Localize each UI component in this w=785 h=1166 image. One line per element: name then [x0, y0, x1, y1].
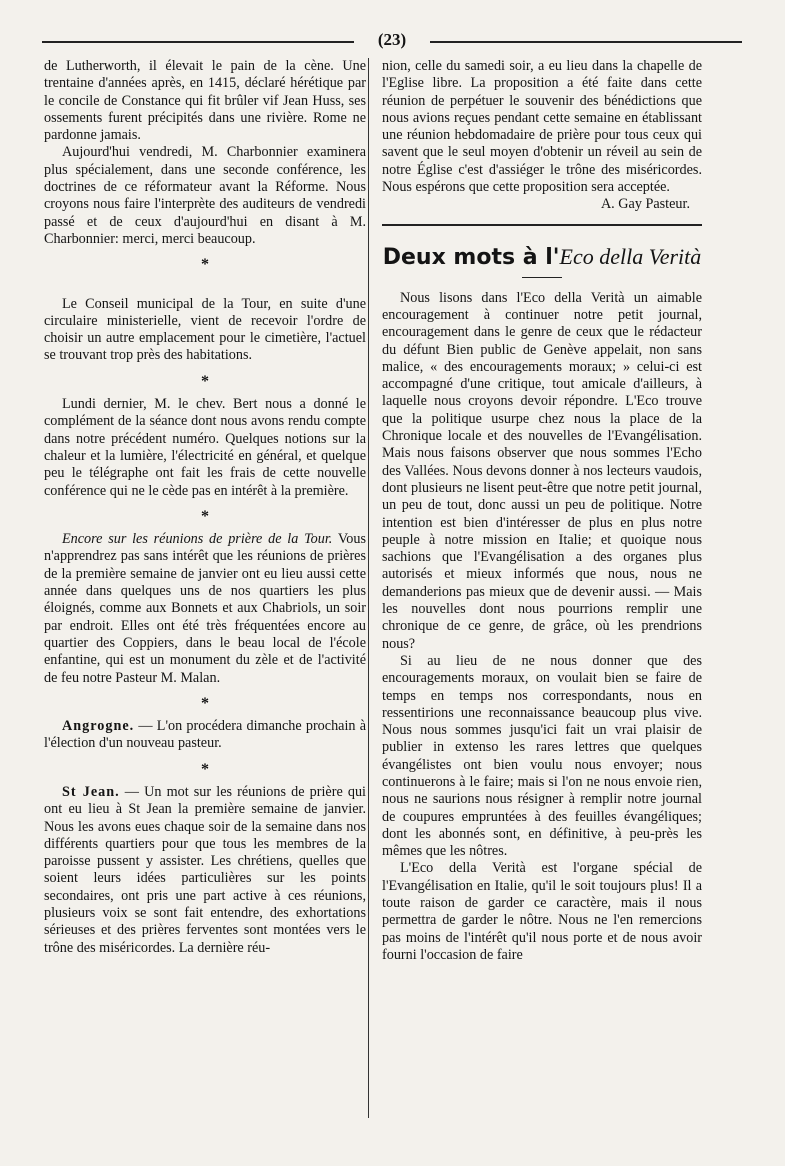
right-column: [382, 58, 702, 964]
st-jean-heading: St Jean.: [62, 783, 120, 800]
paragraph-charbonnier: Aujourd'hui vendredi, M. Charbonnier examinera plus spécialement, dans une seconde conférence, les doctrines de ce réformateur avant la Réforme. Nous croyons nous faire l'interprète des auditeurs de vendredi passé et de ceux d'aujourd'hui en disant à M. Charbonnier: merci, merci beaucoup.: [44, 144, 366, 247]
reunions-body: Vous n'apprendrez pas sans intérêt que les réunions de prières de la première semaine de janvier ont eu lieu aussi cette année dans quelques uns de nos quartiers les plus éloignés, comme aux Bonnets et aux Chabriols, un soir par endroit. Elles ont été très fréquentées encore au quartier des Coppiers, dans le beau local de l'école enfantine, qui est un monument du zèle et de l'activité de feu notre Pasteur M. Malan.: [44, 531, 366, 686]
page-header: [42, 28, 742, 54]
title-plain: Deux mots à l': [382, 244, 560, 270]
section-separator: *: [201, 372, 209, 390]
title-italic: Eco della Verità: [559, 243, 702, 269]
header-rule-left: [42, 41, 354, 43]
paragraph-conseil-municipal: Le Conseil municipal de la Tour, en suite d'une circulaire ministerielle, vient de recevoir l'ordre de choisir un autre emplacement pour le cimetière, l'actuel se trouvant trop près des habitations.: [44, 295, 366, 364]
paragraph-si-au-lieu: Si au lieu de ne nous donner que des encouragements moraux, on voulait bien se faire de temps en temps nos correspondants, nous en ressentirions une reconnaissance beaucoup plus vive. Nous nous sommes jusqu'ici fait un vrai plaisir de publier in extenso les rares lettres que quelques évangélistes ont bien voulu nous envoyer; nous continuerons à le faire; mais si l'on ne nous envoie rien, nous ne saurions nous résigner à remplir notre journal de coupures empruntées à des feuilles évangéliques; dont les abonnés sont, en définitive, à peu-près les mêmes que les nôtres.: [382, 652, 702, 860]
section-separator: *: [201, 507, 209, 525]
paragraph-lutherworth: de Lutherworth, il élevait le pain de la cène. Une trentaine d'années après, en 1415, déclaré hérétique par le concile de Constance qui fit brûler vif Jean Huss, ses ossements furent précipités dans une rivière. Rome ne pardonne jamais.: [44, 58, 366, 144]
paragraph-angrogne: [44, 718, 366, 753]
angrogne-heading: Angrogne.: [62, 718, 135, 735]
paragraph-st-jean: [44, 784, 366, 957]
left-column: [44, 58, 366, 957]
paragraph-lundi-dernier: Lundi dernier, M. le chev. Bert nous a donné le complément de la séance dont nous avons rendu compte dans notre précédent numéro. Quelques notions sur la chaleur et la lumière, l'électricité en général, et quelque peu le télégraphe ont fait les frais de cette nouvelle conférence qui ne le cède pas en intérêt à la première.: [44, 396, 366, 499]
article-rule: [382, 224, 702, 226]
section-separator: *: [201, 694, 209, 712]
paragraph-nous-lisons: Nous lisons dans l'Eco della Verità un aimable encouragement à continuer notre petit journal, encouragement dans le genre de ceux que le rédacteur du défunt Bien public de Genève appelait, non sans malice, « des encouragements moraux; » celui-ci est accompagné d'une critique, tout amicale d'ailleurs, à laquelle nous croyons devoir répondre. L'Eco trouve que la politique usurpe chez nous la place de la Chronique locale et des nouvelles de l'Evangélisation. Mais nous faisons observer que nous sommes l'Echo des Vallées. Nous devons donner à nos lecteurs vaudois, dont plusieurs ne lisent peut-être que notre petit journal, un peu de tout, donc aussi un peu de politique. Notre intention est bien d'intéresser de plus en plus notre peuple à notre mission en Italie; et quoique nous sachions que l'Evangélisation a des organes plus autorisés et mieux informés que nous, nous ne demanderions pas mieux que de devenir aussi. — Mais les nouvelles dont nous pourrions remplir une chronique de ce genre, de grâce, où les prendrions nous?: [382, 289, 702, 652]
reunions-lead: Encore sur les réunions de prière de la Tour.: [62, 531, 333, 548]
paragraph-reunion-continued: nion, celle du samedi soir, a eu lieu dans la chapelle de l'Eglise libre. La proposition a été faite dans cette réunion de perpétuer le souvenir des bénédictions que nous avions reçues pendant cette semaine en établissant une réunion hebdomadaire de prière pour tous ceux qui savent que le seul moyen d'obtenir un réveil au sein de notre Église c'est d'assiéger le trône des miséricordes. Nous espérons que cette proposition sera acceptée.: [382, 58, 702, 196]
paragraph-eco-organe: L'Eco della Verità est l'organe spécial de l'Evangélisation en Italie, qu'il le soit toujours plus! Il a toute raison de garder ce caractère, mais il nous permettra de garder le nôtre. Nous ne l'en remercions pas moins de l'intérêt qu'il nous porte et de nous avoir fourni l'occasion de faire: [382, 860, 702, 963]
section-separator: *: [201, 256, 209, 274]
paragraph-reunions-tour: [44, 531, 366, 687]
signature: A. Gay Pasteur.: [600, 196, 690, 213]
section-separator: *: [201, 760, 209, 778]
title-underline: [522, 277, 562, 278]
angrogne-body: — L'on procédera dimanche prochain à l'élection d'un nouveau pasteur.: [44, 718, 366, 752]
article-title: [382, 244, 702, 271]
header-rule-right: [430, 41, 742, 43]
st-jean-body: — Un mot sur les réunions de prière qui ont eu lieu à St Jean la première semaine de janvier. Nous les avons eues chaque soir de la semaine dans nos différents quartiers pour que tous les membres de la paroisse pussent y assister. Les chrétiens, quelles que soient leurs idées particulières sur les points secondaires, ont pris une part active à ces réunions, plusieurs voix se sont fait entendre, des exhortations sérieuses et des prières ferventes sont montées vers le trône des miséricordes. La dernière réu-: [44, 783, 366, 956]
page-number: (23): [377, 30, 407, 49]
column-divider: [368, 58, 369, 1118]
